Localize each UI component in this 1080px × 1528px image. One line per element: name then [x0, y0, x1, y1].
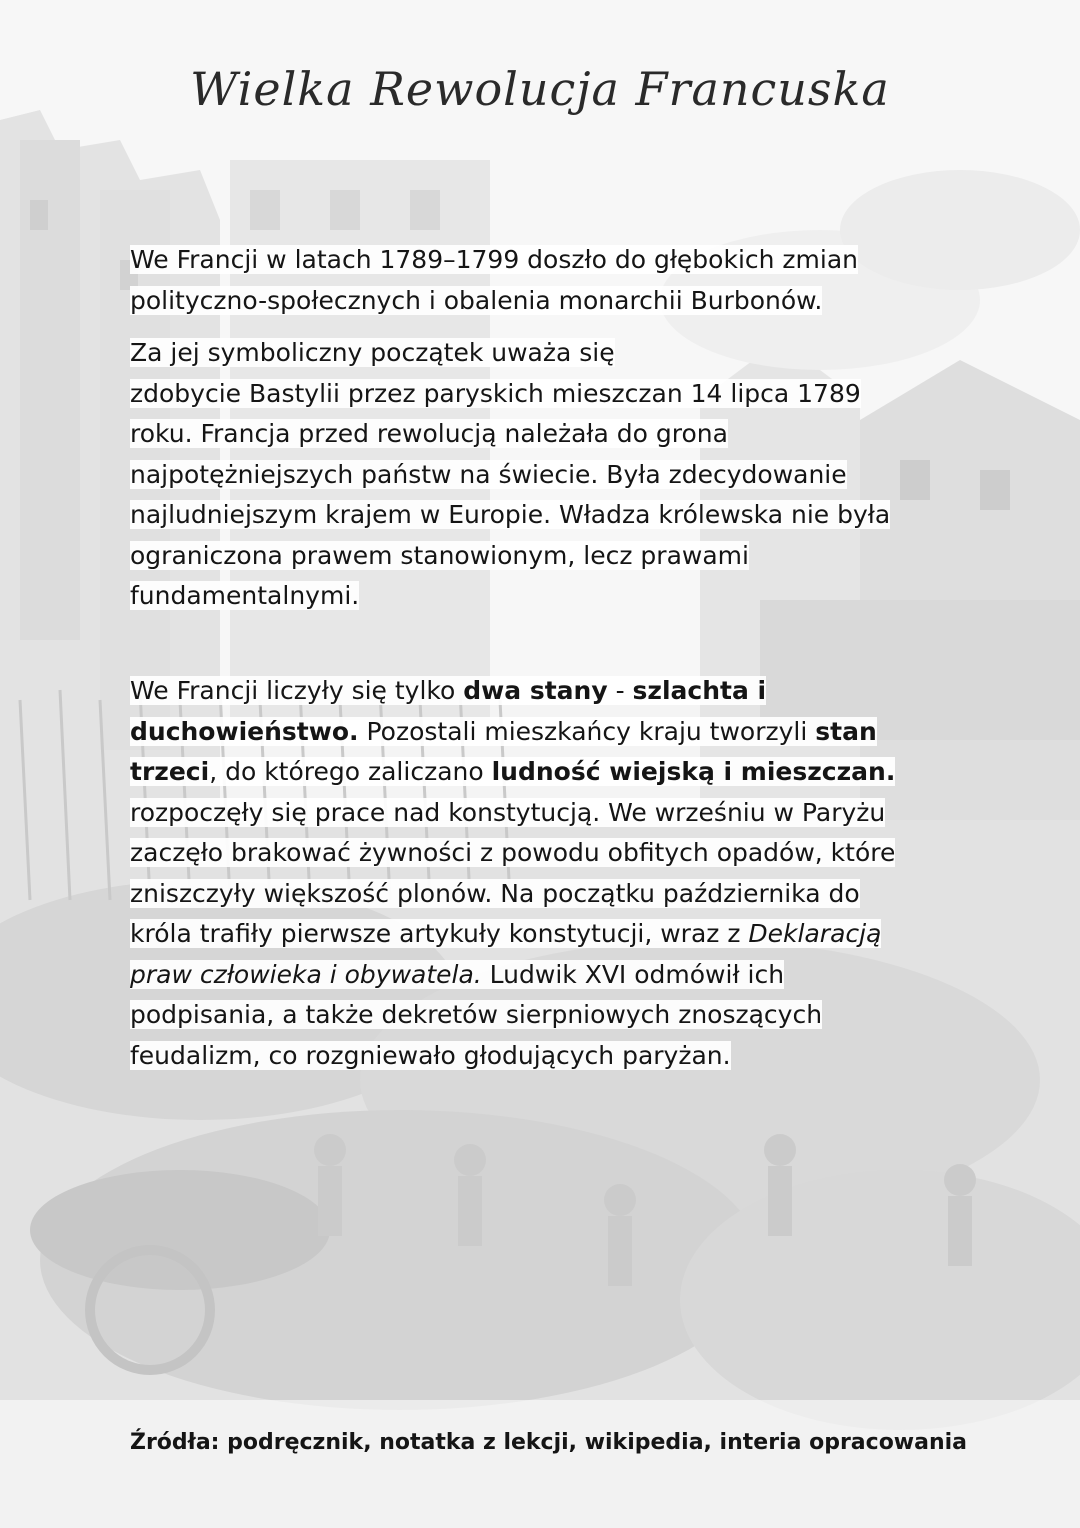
paragraph-estates — [130, 671, 970, 1076]
bold-term: szlachta i — [632, 676, 767, 705]
text-line: zaczęło brakować żywności z powodu obfitych opadów, które — [130, 838, 896, 867]
text-line: Za jej symboliczny początek uważa się — [130, 338, 615, 367]
text-line: najludniejszym krajem w Europie. Władza królewska nie była — [130, 500, 891, 529]
text-line: We Francji w latach 1789–1799 doszło do głębokich zmian — [130, 245, 859, 274]
text-line: najpotężniejszych państw na świecie. Była zdecydowanie — [130, 459, 847, 489]
text-line: feudalizm, co rozgniewało głodujących paryżan. — [130, 1040, 731, 1070]
bold-term: trzeci — [130, 757, 210, 786]
text-run: króla trafiły pierwsze artykuły konstytucji, wraz z — [130, 919, 749, 948]
sources-note: Źródła: podręcznik, notatka z lekcji, wikipedia, interia opracowania — [130, 1430, 968, 1455]
bold-term: ludność wiejską i mieszczan. — [491, 757, 896, 786]
text-run: We Francji liczyły się tylko — [130, 676, 464, 705]
text-line: ograniczona prawem stanowionym, lecz prawami — [130, 540, 749, 570]
text-run: Ludwik XVI odmówił ich — [481, 959, 785, 989]
text-line: zniszczyły większość plonów. Na początku października do — [130, 878, 860, 908]
page-title: Wielka Rewolucja Francuska — [190, 62, 890, 116]
bold-term: dwa stany — [463, 676, 608, 705]
text-run: Pozostali mieszkańcy kraju tworzyli — [358, 716, 816, 746]
italic-term: Deklaracją — [748, 919, 882, 948]
italic-term: praw człowieka i obywatela. — [130, 959, 482, 989]
text-line: podpisania, a także dekretów sierpniowych znoszących — [130, 1000, 823, 1029]
text-line: rozpoczęły się prace nad konstytucją. We wrześniu w Paryżu — [130, 797, 886, 827]
text-line: roku. Francja przed rewolucją należała do grona — [130, 419, 728, 448]
bold-term: stan — [815, 716, 877, 746]
paragraph-intro — [130, 240, 970, 321]
bold-term: duchowieństwo. — [130, 716, 359, 746]
text-line: zdobycie Bastylii przez paryskich mieszczan 14 lipca 1789 — [130, 378, 861, 408]
text-line: polityczno-społecznych i obalenia monarchii Burbonów. — [130, 285, 823, 315]
text-run: , do którego zaliczano — [209, 757, 492, 786]
paragraph-bastille — [130, 333, 970, 617]
text-line: fundamentalnymi. — [130, 581, 360, 610]
text-run: - — [607, 676, 633, 705]
